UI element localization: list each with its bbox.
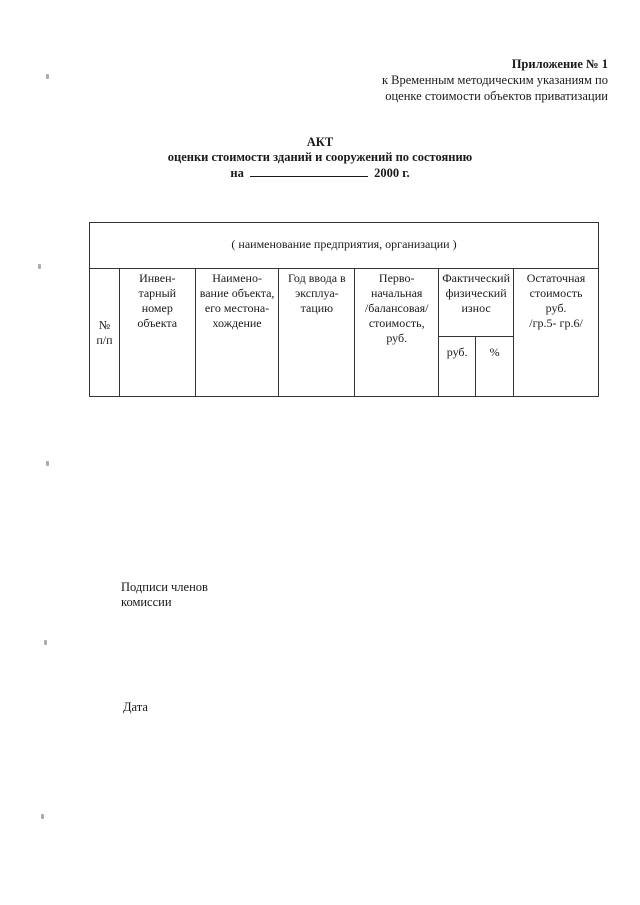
commission-signatures: Подписи членов комиссии	[121, 580, 208, 609]
appendix-header	[382, 56, 608, 104]
header-initial-cost: Перво- начальная /балансовая/ стоимость, руб.	[355, 269, 439, 397]
appendix-number: Приложение № 1	[511, 57, 608, 71]
header-wear-rub: руб.	[439, 337, 476, 397]
title-act: АКТ	[306, 135, 334, 149]
title-subject: оценки стоимости зданий и сооружений по состоянию	[167, 150, 473, 164]
header-commission-year: Год ввода в эксплуа- тацию	[279, 269, 355, 397]
date-blank-field	[250, 165, 368, 177]
organization-name-cell: ( наименование предприятия, организации )	[90, 223, 599, 269]
date-label: Дата	[123, 700, 148, 714]
document-title	[0, 135, 640, 181]
scan-speck	[41, 814, 44, 819]
header-wear-percent: %	[476, 337, 514, 397]
header-inventory-number: Инвен- тарный номер объекта	[119, 269, 195, 397]
title-date-line	[0, 165, 640, 181]
header-residual-cost: Остаточная стоимость руб. /гр.5- гр.6/	[514, 269, 599, 397]
scan-speck	[38, 264, 41, 269]
scan-speck	[46, 461, 49, 466]
header-row-number: № п/п	[90, 269, 120, 397]
appendix-ref-line1: к Временным методическим указаниям по	[381, 73, 608, 87]
title-date-prefix: на	[230, 166, 244, 180]
scan-speck	[46, 74, 49, 79]
scan-speck	[44, 640, 47, 645]
title-date-suffix: 2000 г.	[374, 166, 410, 180]
appendix-ref-line2: оценке стоимости объектов приватизации	[385, 89, 608, 103]
valuation-table	[89, 222, 599, 397]
header-physical-wear: Фактический физический износ	[439, 269, 514, 337]
header-object-name: Наимено- вание объекта, его местона- хождение	[195, 269, 279, 397]
